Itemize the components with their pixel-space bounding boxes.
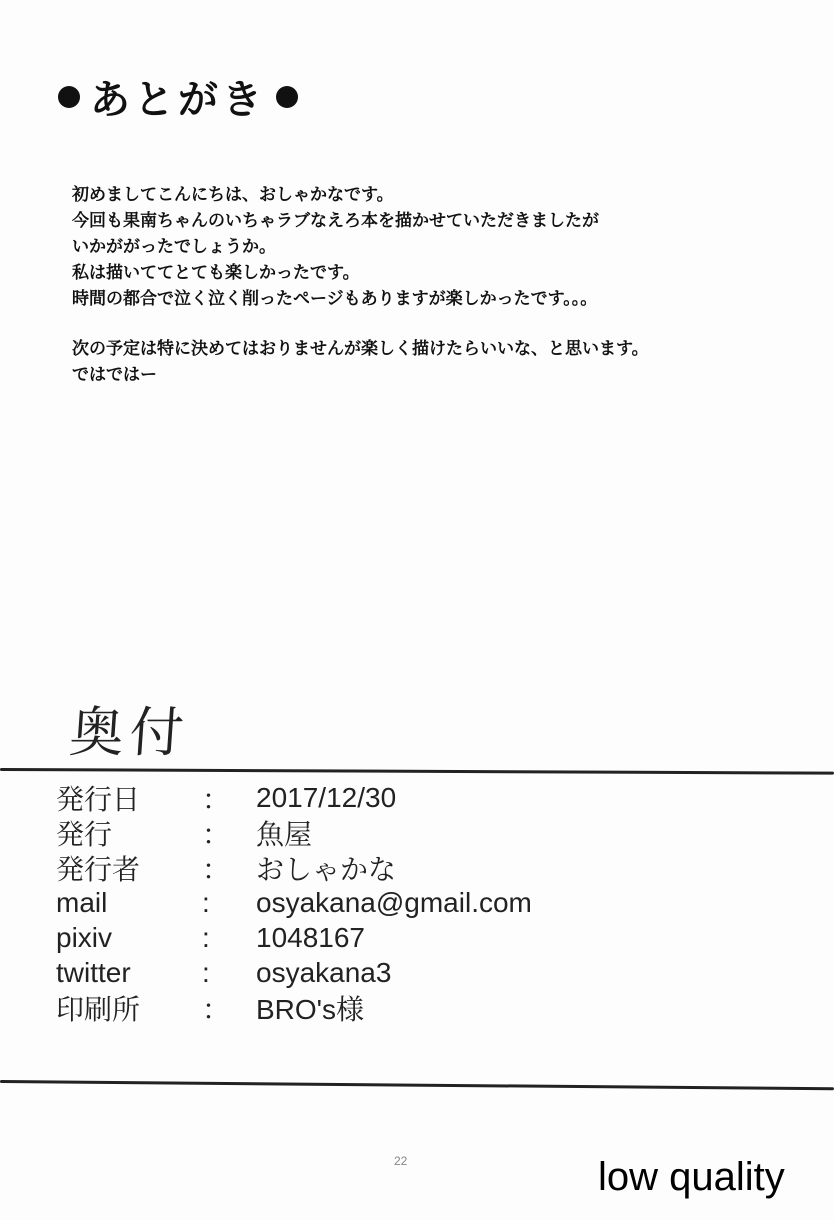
watermark-text: low quality [598,1155,785,1199]
colophon-label: mail [56,886,108,918]
colophon-colon: ： [202,783,231,815]
colophon-row-pixiv [56,920,776,955]
afterword-line: ではではー [72,365,157,385]
colophon-value: osyakana@gmail.com [256,886,532,918]
colophon-value: 1048167 [256,921,366,953]
colophon-label: 発行 [56,818,113,850]
colophon-value: 2017/12/30 [256,781,397,813]
colophon-value: osyakana3 [256,956,392,988]
afterword-line: 次の予定は特に決めてはおりませんが楽しく描けたらいいな、と思います。 [72,339,649,359]
colophon-row-twitter [56,955,776,990]
colophon-top-rule [0,768,834,775]
colophon-label: 印刷所 [56,993,141,1025]
colophon-row-publish-date [56,780,776,815]
colophon-row-printer [56,990,776,1025]
colophon-row-issuer [56,850,776,885]
colophon-label: 発行日 [56,783,141,815]
afterword-title-text: あとがき [90,77,266,123]
afterword-line: いかががったでしょうか。 [72,237,276,257]
afterword-line: 時間の都合で泣く泣く削ったページもありますが楽しかったです。。。 [72,289,598,309]
colophon-colon: ： [202,853,231,885]
colophon-value: 魚屋 [256,818,313,850]
colophon-row-publisher [56,815,776,850]
paragraph-gap [72,312,792,336]
colophon-colon: : [202,956,210,988]
colophon-label: twitter [56,956,131,988]
colophon-title: 奥付 [67,701,192,764]
colophon-value: BRO's様 [256,993,365,1025]
colophon-label: 発行者 [56,853,141,885]
colophon-label: pixiv [56,921,113,953]
colophon-colon: ： [202,818,231,850]
colophon-colon: : [202,921,210,953]
bullet-dot-right [276,86,298,108]
page-number: 22 [394,1154,408,1168]
colophon-bottom-rule [0,1080,834,1090]
afterword-line: 初めましてこんにちは、おしゃかなです。 [72,185,394,205]
colophon-colon: ： [202,993,231,1025]
colophon-row-mail [56,885,776,920]
afterword-line: 私は描いててとても楽しかったです。 [72,263,360,283]
colophon-value: おしゃかな [256,853,397,885]
colophon-table [56,780,776,1025]
colophon-colon: : [202,886,210,918]
bullet-dot-left [58,86,80,108]
afterword-line: 今回も果南ちゃんのいちゃラブなえろ本を描かせていただきましたが [72,211,599,231]
afterword-body [72,182,792,388]
afterword-heading [58,68,298,125]
